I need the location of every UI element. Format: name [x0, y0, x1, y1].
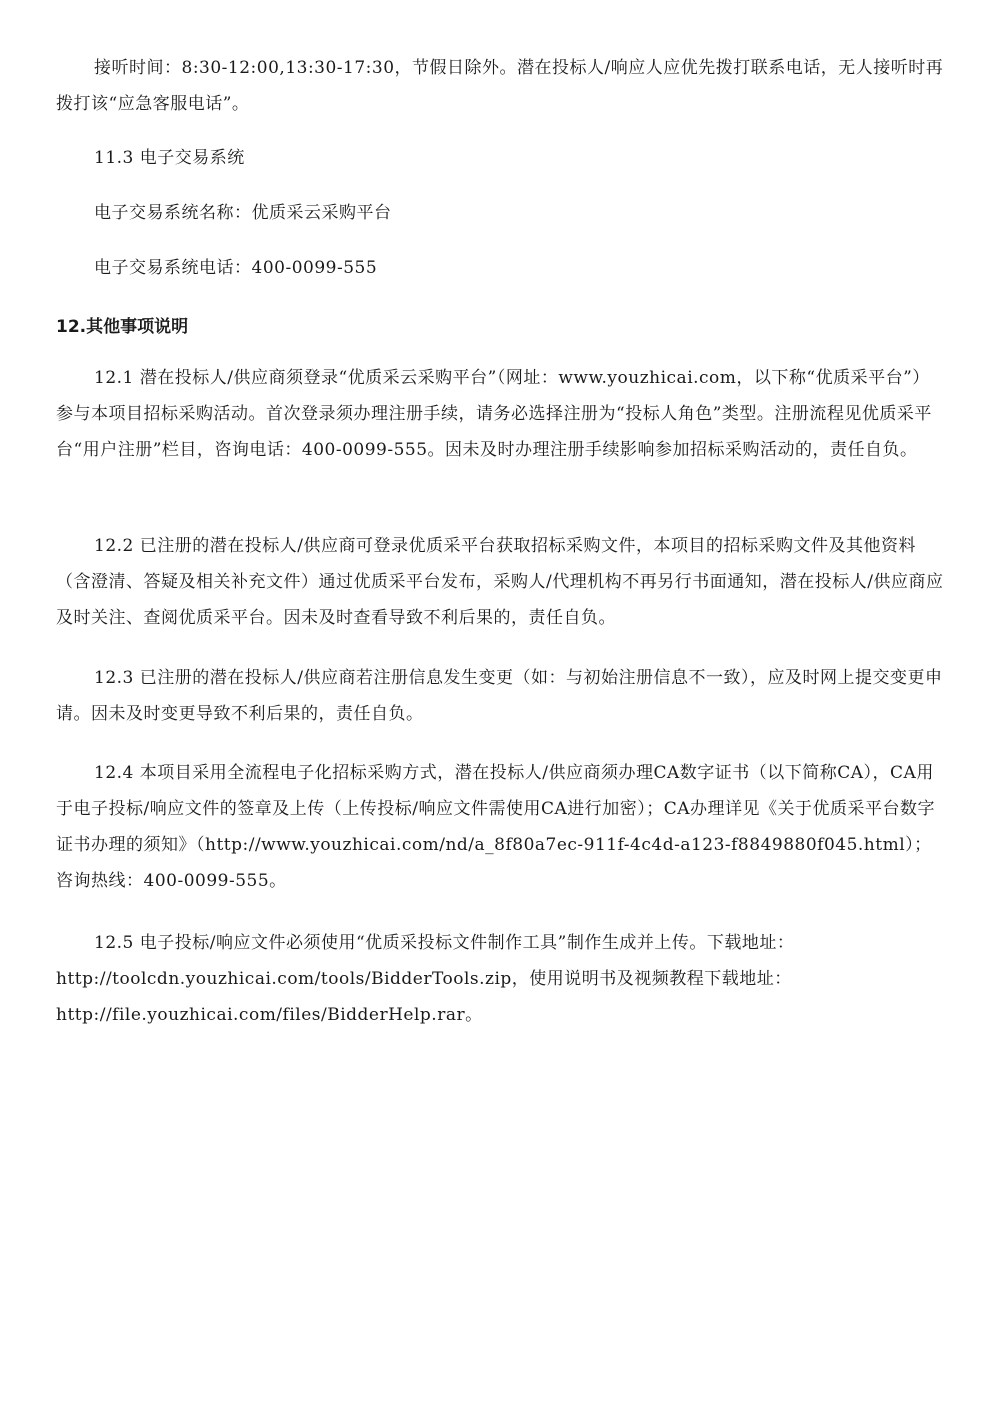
section-11-3-title — [56, 140, 944, 176]
section-12-heading: 12.其他事项说明 — [56, 317, 189, 337]
paragraph-12-3 — [56, 660, 944, 732]
paragraph-12-3-text: 12.3 已注册的潜在投标人/供应商若注册信息发生变更（如：与初始注册信息不一致），应及时网上提交变更申请。因未及时变更导致不利后果的，责任自负。 — [56, 668, 943, 724]
paragraph-12-2 — [56, 528, 944, 636]
paragraph-12-1 — [56, 360, 944, 468]
paragraph-12-2-text: 12.2 已注册的潜在投标人/供应商可登录优质采平台获取招标采购文件，本项目的招标采购文件及其他资料（含澄清、答疑及相关补充文件）通过优质采平台发布，采购人/代理机构不再另行书面通知，潜在投标人/供应商应及时关注、查阅优质采平台。因未及时查看导致不利后果的，责任自负。 — [56, 536, 944, 628]
system-phone-text: 电子交易系统电话：400-0099-555 — [94, 258, 378, 278]
paragraph-12-5 — [56, 925, 944, 1033]
system-name-line — [56, 195, 944, 231]
paragraph-12-1-text: 12.1 潜在投标人/供应商须登录“优质采云采购平台”（网址：www.youzhicai.com，以下称“优质采平台”）参与本项目招标采购活动。首次登录须办理注册手续，请务必选择注册为“投标人角色”类型。注册流程见优质采平台“用户注册”栏目，咨询电话：400-0099-555。因未及时办理注册手续影响参加招标采购活动的，责任自负。 — [56, 368, 932, 460]
section-11-3-text: 11.3 电子交易系统 — [94, 148, 245, 168]
system-phone-line — [56, 250, 944, 286]
paragraph-12-5-text: 12.5 电子投标/响应文件必须使用“优质采投标文件制作工具”制作生成并上传。下载地址：http://toolcdn.youzhicai.com/tools/BidderTools.zip，使用说明书及视频教程下载地址：http://file.youzhicai.com/files/BidderHelp.rar。 — [56, 933, 795, 1025]
paragraph-hours — [56, 50, 944, 122]
paragraph-12-4 — [56, 755, 944, 899]
paragraph-12-4-text: 12.4 本项目采用全流程电子化招标采购方式，潜在投标人/供应商须办理CA数字证书（以下简称CA），CA用于电子投标/响应文件的签章及上传（上传投标/响应文件需使用CA进行加密）；CA办理详见《关于优质采平台数字证书办理的须知》（http://www.youzhicai.com/nd/a_8f80a7ec-911f-4c4d-a123-f8849880f045.html）；咨询热线：400-0099-555。 — [56, 763, 936, 891]
system-name-text: 电子交易系统名称：优质采云采购平台 — [94, 203, 392, 223]
paragraph-hours-text: 接听时间：8:30-12:00,13:30-17:30，节假日除外。潜在投标人/响应人应优先拨打联系电话，无人接听时再拨打该“应急客服电话”。 — [56, 58, 944, 114]
